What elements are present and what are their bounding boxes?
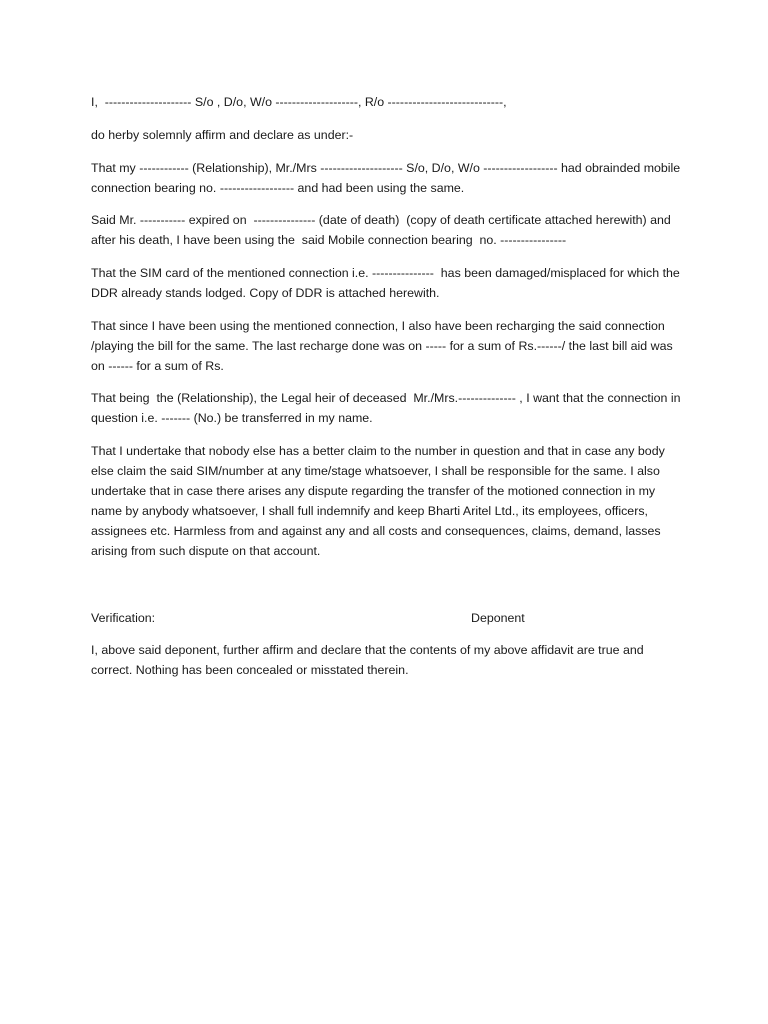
paragraph-death: Said Mr. ----------- expired on --------------- (date of death) (copy of death certificate attached herewith) and after his death, I have been using the said Mobile connection bearing no. ---------------- (91, 213, 675, 247)
verification-row (91, 608, 687, 628)
verification-label: Verification: (91, 611, 156, 625)
paragraph-undertaking: That I undertake that nobody else has a better claim to the number in question and that in case any body else claim the said SIM/number at any time/stage whatsoever, I shall be responsible for the same. I also undertake that in case there arises any dispute regarding the transfer of the motioned connection in my name by anybody whatsoever, I shall full indemnify and keep Bharti Aritel Ltd., its employees, officers, assignees etc. Harmless from and against any and all costs and consequences, claims, demand, lasses arising from such dispute on that account. (91, 444, 669, 558)
paragraph-relationship: That my ------------ (Relationship), Mr./Mrs -------------------- S/o, D/o, W/o ------------------ had obrainded mobile connection bearing no. ------------------ and had been using the same. (91, 161, 684, 195)
paragraph-legal-heir: That being the (Relationship), the Legal heir of deceased Mr./Mrs.-------------- , I want that the connection in question i.e. ------- (No.) be transferred in my name. (91, 391, 684, 425)
deponent-label: Deponent (471, 611, 525, 625)
paragraph-recharge: That since I have been using the mentioned connection, I also have been recharging the said connection /playing the bill for the same. The last recharge done was on ----- for a sum of Rs.------/ the last bill aid was on ------ for a sum of Rs. (91, 319, 677, 373)
paragraph-verification: I, above said deponent, further affirm and declare that the contents of my above affidavit are true and correct. Nothing has been concealed or misstated therein. (91, 643, 648, 677)
paragraph-sim-card: That the SIM card of the mentioned connection i.e. --------------- has been damaged/misplaced for which the DDR already stands lodged. Copy of DDR is attached herewith. (91, 266, 684, 300)
paragraph-affirm: do herby solemnly affirm and declare as under:- (91, 128, 354, 142)
paragraph-intro: I, --------------------- S/o , D/o, W/o --------------------, R/o ----------------------------, (91, 95, 507, 109)
